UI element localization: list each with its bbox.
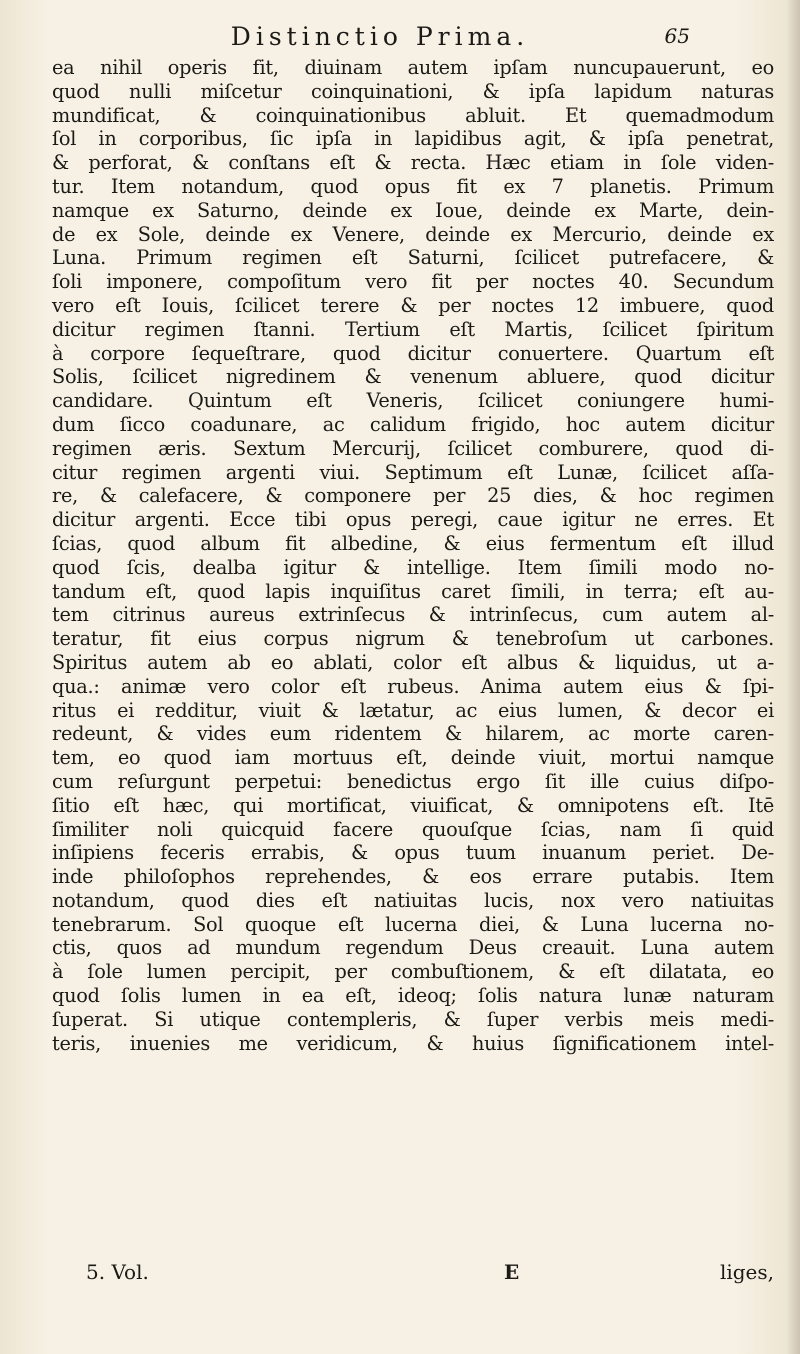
text-line: Solis, ſcilicet nigredinem & venenum abluere, quod dicitur (52, 365, 774, 389)
text-line: notandum, quod dies eſt natiuitas lucis, nox vero natiuitas (52, 888, 774, 912)
text-line: vero eſt Iouis, ſcilicet terere & per noctes 12 imbuere, quod (52, 293, 774, 317)
text-line: regimen æris. Sextum Mercurij, ſcilicet comburere, quod di- (52, 436, 774, 460)
text-line: Luna. Primum regimen eſt Saturni, ſcilicet putrefacere, & (52, 246, 774, 270)
text-line: namque ex Saturno, deinde ex Ioue, deinde ex Marte, dein- (52, 198, 774, 222)
body-text (52, 56, 774, 1055)
text-line: ctis, quos ad mundum regendum Deus creauit. Luna autem (52, 936, 774, 960)
text-line: à ſole lumen percipit, per combuſtionem, & eſt dilatata, eo (52, 960, 774, 984)
signature-mark: E (504, 1260, 520, 1284)
text-line: ſimiliter noli quicquid facere quouſque ſcias, nam ſi quid (52, 817, 774, 841)
text-line: citur regimen argenti viui. Septimum eſt Lunæ, ſcilicet aſſa- (52, 460, 774, 484)
text-line: ea nihil operis fit, diuinam autem ipſam nuncupauerunt, eo (52, 56, 774, 79)
text-line: tenebrarum. Sol quoque eſt lucerna diei, & Luna lucerna no- (52, 912, 774, 936)
text-line: Spiritus autem ab eo ablati, color eſt albus & liquidus, ut a- (52, 650, 774, 674)
text-line: ſcias, quod album fit albedine, & eius fermentum eſt illud (52, 531, 774, 555)
text-line: mundificat, & coinquinationibus abluit. Et quemadmodum (52, 103, 774, 127)
text-line: quod nulli miſcetur coinquinationi, & ipſa lapidum naturas (52, 79, 774, 103)
text-line: dicitur regimen ſtanni. Tertium eſt Martis, ſcilicet ſpiritum (52, 317, 774, 341)
text-line: tem citrinus aureus extrinſecus & intrinſecus, cum autem al- (52, 603, 774, 627)
text-line: & perforat, & conſtans eſt & recta. Hæc etiam in ſole viden- (52, 151, 774, 175)
text-line: ſuperat. Si utique contempleris, & ſuper verbis meis medi- (52, 1007, 774, 1031)
volume-signature: 5. Vol. (86, 1260, 149, 1284)
text-line: quod ſolis lumen in ea eſt, ideoq; ſolis natura lunæ naturam (52, 984, 774, 1008)
text-line: qua.: animæ vero color eſt rubeus. Anima autem eius & ſpi- (52, 674, 774, 698)
text-line: teris, inuenies me veridicum, & huius ſignificationem intel- (52, 1031, 774, 1055)
text-line: inſipiens feceris errabis, & opus tuum inuanum periet. De- (52, 841, 774, 865)
text-line: ritus ei redditur, viuit & lætatur, ac eius lumen, & decor ei (52, 698, 774, 722)
text-line: dicitur argenti. Ecce tibi opus peregi, caue igitur ne erres. Et (52, 508, 774, 532)
text-line: tandum eſt, quod lapis inquiſitus caret ſimili, in terra; eſt au- (52, 579, 774, 603)
text-line: tem, eo quod iam mortuus eſt, deinde viuit, mortui namque (52, 746, 774, 770)
text-line: tur. Item notandum, quod opus fit ex 7 planetis. Primum (52, 174, 774, 198)
catchword: liges, (719, 1260, 774, 1284)
text-line: candidare. Quintum eſt Veneris, ſcilicet coniungere humi- (52, 389, 774, 413)
text-line: ſoli imponere, compoſitum vero fit per noctes 40. Secundum (52, 270, 774, 294)
text-line: à corpore ſequeſtrare, quod dicitur conuertere. Quartum eſt (52, 341, 774, 365)
text-line: de ex Sole, deinde ex Venere, deinde ex Mercurio, deinde ex (52, 222, 774, 246)
text-line: cum reſurgunt perpetui: benedictus ergo ſit ille cuius diſpo- (52, 769, 774, 793)
page-footer (52, 1260, 774, 1290)
text-line: re, & calefacere, & componere per 25 dies, & hoc regimen (52, 484, 774, 508)
text-line: redeunt, & vides eum ridentem & hilarem, ac morte caren- (52, 722, 774, 746)
text-line: dum ſicco coadunare, ac calidum frigido, hoc autem dicitur (52, 412, 774, 436)
page-number: 65 (664, 24, 690, 48)
text-line: ſol in corporibus, ſic ipſa in lapidibus agit, & ipſa penetrat, (52, 127, 774, 151)
text-line: quod ſcis, dealba igitur & intellige. Item ſimili modo no- (52, 555, 774, 579)
text-line: teratur, fit eius corpus nigrum & tenebroſum ut carbones. (52, 627, 774, 651)
text-line: ſitio eſt hæc, qui mortificat, viuificat, & omnipotens eſt. Itē (52, 793, 774, 817)
running-title: Distinctio Prima. (230, 22, 530, 51)
page-edge-shadow (786, 0, 800, 1354)
text-line: inde philoſophos reprehendes, & eos errare putabis. Item (52, 865, 774, 889)
